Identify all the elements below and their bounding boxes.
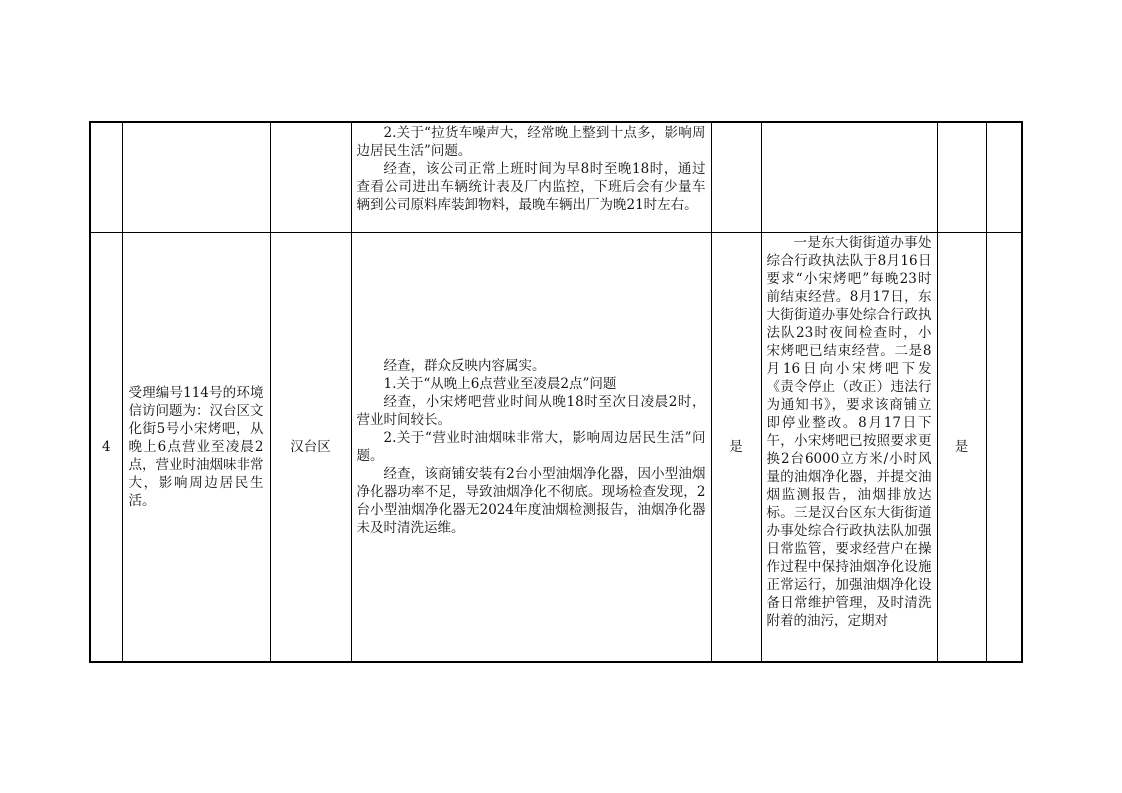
district-cell: 汉台区	[270, 232, 351, 662]
detail-paragraph: 2.关于“营业时油烟味非常大，影响周边居民生活”问题。	[356, 429, 706, 464]
detail-paragraph: 经查，小宋烤吧营业时间从晚18时至次日凌晨2时，营业时间较长。	[356, 393, 706, 428]
investigation-details-cell	[351, 232, 711, 662]
investigation-details-cell	[351, 122, 711, 232]
description-cell: 受理编号114号的环境信访问题为：汉台区文化街5号小宋烤吧，从晚上6点营业至凌晨2点，营业时油烟味非常大，影响周边居民生活。	[122, 232, 270, 662]
complaint-table	[89, 121, 1023, 663]
detail-paragraph: 2.关于“拉货车噪声大，经常晚上整到十点多，影响周边居民生活”问题。	[356, 125, 706, 159]
row-number-cell	[90, 122, 122, 232]
row-number-cell: 4	[90, 232, 122, 662]
detail-paragraph: 经查，该商铺安装有2台小型油烟净化器，因小型油烟净化器功率不足，导致油烟净化不彻底。现场检查发现，2台小型油烟净化器无2024年度油烟检测报告，油烟净化器未及时清洗运维。	[356, 465, 706, 536]
detail-paragraph: 1.关于“从晚上6点营业至凌晨2点”问题	[383, 375, 617, 392]
description-cell	[122, 122, 270, 232]
detail-paragraph: 经查，该公司正常上班时间为早8时至晚18时，通过查看公司进出车辆统计表及厂内监控，下班后会有少量车辆到公司原料库装卸物料，最晚车辆出厂为晚21时左右。	[356, 161, 706, 213]
measures-cell	[761, 232, 937, 662]
resolved-cell: 是	[937, 232, 986, 662]
table-row	[90, 232, 1022, 662]
district-cell	[270, 122, 351, 232]
verified-cell	[711, 122, 761, 232]
extra-cell	[986, 122, 1022, 232]
verified-cell: 是	[711, 232, 761, 662]
extra-cell	[986, 232, 1022, 662]
table-row	[90, 122, 1022, 232]
resolved-cell	[937, 122, 986, 232]
measures-text: 一是东大街街道办事处综合行政执法队于8月16日要求“小宋烤吧”每晚23时前结束经营。8月17日，东大街街道办事处综合行政执法队23时夜间检查时，小宋烤吧已结束经营。二是8月16日向小宋烤吧下发《责令停止（改正）违法行为通知书》，要求该商铺立即停业整改。8月17日下午，小宋烤吧已按照要求更换2台6000立方米/小时风量的油烟净化器，并提交油烟监测报告，油烟排放达标。三是汉台区东大街街道办事处综合行政执法队加强日常监管，要求经营户在操作过程中保持油烟净化设施正常运行，加强油烟净化设备日常维护管理，及时清洗附着的油污，定期对	[766, 234, 932, 629]
measures-cell	[761, 122, 937, 232]
detail-paragraph: 经查，群众反映内容属实。	[383, 357, 546, 374]
